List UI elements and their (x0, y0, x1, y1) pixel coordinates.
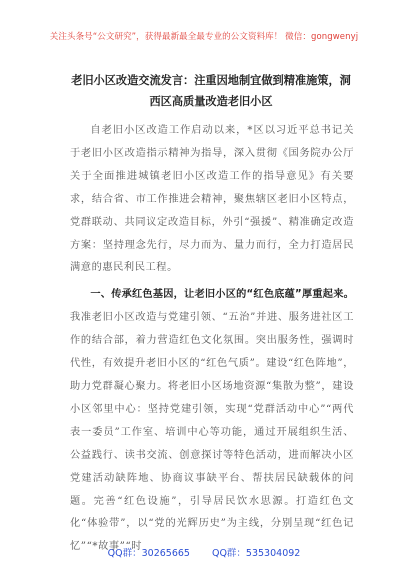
header-banner: 关注头条号“公文研究”，获得最新最全最专业的公文资料库！ 微信：gongwenyj (49, 32, 359, 42)
section-heading: 一、传承红色基因，让老旧小区的“红色底蕴”厚重起来。 (90, 289, 354, 301)
document-title: 老旧小区改造交流发言：注重因地制宜做到精准施策，洞西区高质量改造老旧小区 (71, 74, 351, 108)
footer-contact (0, 545, 408, 559)
intro-paragraph (70, 120, 354, 280)
document-body (70, 120, 354, 559)
section-paragraph (70, 284, 354, 559)
qq-group-1: QQ群：30265665 (107, 548, 190, 559)
paragraph-text: 我准老旧小区改造与党建引领、“五治”并进、服务进社区工作的结合部，着力营造红色文化氛围。突出服务性，强调时代性，有效提升老旧小区的“红色气质”。建设“红色阵地”，助力党群凝心聚力。将老旧小区场地资源“集散为整”，建设小区邻里中心：坚持党建引领，实现“党群活动中心”“两代表一委员”工作室、培训中心等功能，通过开展组织生活、公益践行、读书交流、创意探讨等特色活动，进而解决小区党建活动缺阵地、协商议事缺平台、帮扶居民缺载体的问题。完善“红色设施”，引导居民饮水思源。打造红色文化“体验带”，以“党的光辉历史”为主线，分别呈现“红色记忆”“*故事”“时 (70, 312, 354, 553)
qq-group-2: QQ群：535304092 (211, 548, 301, 559)
paragraph-text: 自老旧小区改造工作启动以来，*区以习近平总书记关于老旧小区改造指示精神为指导，深入贯彻《国务院办公厅关于全面推进城镇老旧小区改造工作的指导意见》有关要求，结合省、市工作推进会精神，聚焦辖区老旧小区特点，党群联动、共同议定改造目标，外引“强援”、精准确定改造方案：坚持理念先行，尽力而为、量力而行，全力打造居民满意的惠民利民工程。 (70, 125, 354, 274)
